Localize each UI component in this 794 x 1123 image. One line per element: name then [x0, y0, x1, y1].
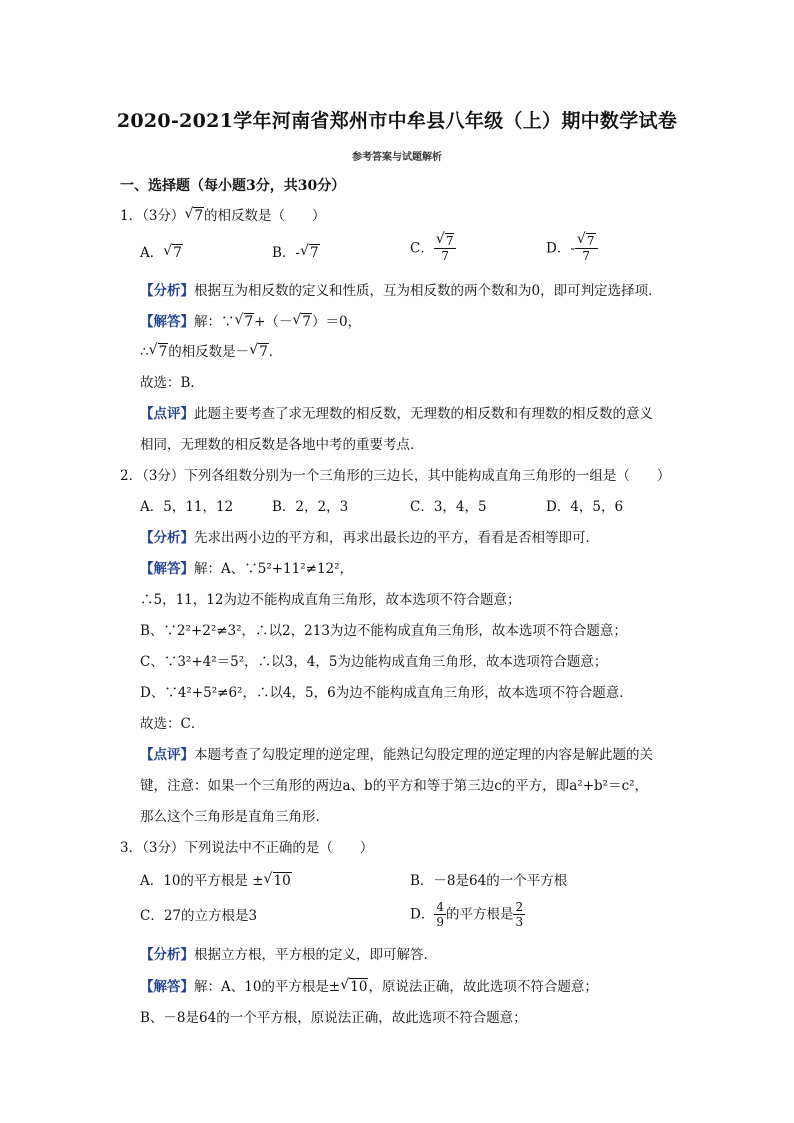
- q2-comment-line-1: 【点评】本题考查了勾股定理的逆定理，能熟记勾股定理的逆定理的内容是解此题的关: [140, 747, 653, 763]
- q2-comment-line-2: 键，注意：如果一个三角形的两边a、b的平方和等于第三边c的平方，即a²+b²＝c²，: [140, 778, 649, 794]
- q2-solution-line-1: 【解答】解：A、∵5²+11²≠12²，: [140, 561, 354, 577]
- sqrt-symbol: √ 10: [264, 871, 292, 891]
- q2-option-a: A．5，11，12: [140, 499, 234, 515]
- question-2-stem: 2．（3分）下列各组数分别为一个三角形的三边长，其中能构成直角三角形的一组是（ ）: [120, 468, 671, 484]
- q3-option-b: B．－8是64的一个平方根: [410, 873, 568, 889]
- q1-stem-prefix: 1．（3分）: [120, 208, 185, 224]
- fraction: $\frac{4}{9}$: [436, 900, 444, 929]
- comment-tag: 【点评】: [140, 747, 194, 763]
- q3-option-a: A．10的平方根是 ±√ 10: [140, 871, 292, 891]
- q1-option-b: B．-√ 7: [272, 243, 320, 263]
- q3-solution-line-1: 【解答】解：A、10的平方根是±√ 10，原说法正确，故此选项不符合题意；: [140, 977, 598, 997]
- q1-solution-line-2: ∴√ 7的相反数是－√ 7．: [140, 342, 282, 362]
- q2-solution-line-5: D、∵4²+5²≠6²，∴以4，5，6为边不能构成直角三角形，故本选项不符合题意．: [140, 685, 633, 701]
- page-subtitle: 参考答案与试题解析: [352, 152, 442, 163]
- solution-tag: 【解答】: [140, 979, 194, 995]
- q1-option-d: D．- √ $\frac{7}{7}$: [546, 234, 598, 263]
- fraction: √ $\frac{7}{7}$: [434, 234, 457, 263]
- q2-choice: 故选：C．: [140, 716, 205, 732]
- page-title: 2020-2021学年河南省郑州市中牟县八年级（上）期中数学试卷: [116, 110, 678, 132]
- q2-analysis: 【分析】先求出两小边的平方和，再求出最长边的平方，看看是否相等即可．: [140, 530, 599, 546]
- section-heading: 一、选择题（每小题3分，共30分）: [120, 178, 346, 194]
- question-1-stem: [120, 206, 326, 226]
- q1-stem-suffix: 的相反数是（ ）: [204, 208, 326, 224]
- q2-solution-line-2: ∴5，11，12为边不能构成直角三角形，故本选项不符合题意；: [140, 592, 521, 608]
- q1-comment-line-2: 相同，无理数的相反数是各地中考的重要考点．: [140, 437, 424, 453]
- q2-option-b: B．2，2，3: [272, 499, 349, 515]
- sqrt-symbol: √ 7: [163, 243, 183, 263]
- sqrt-symbol: √ 7: [184, 206, 204, 226]
- analysis-tag: 【分析】: [140, 283, 194, 299]
- q3-option-d: D． $\frac{4}{9}$ 的平方根是 $\frac{2}{3}$: [410, 900, 524, 929]
- q1-comment-line-1: 【点评】此题主要考查了求无理数的相反数，无理数的相反数和有理数的相反数的意义: [140, 406, 653, 422]
- analysis-tag: 【分析】: [140, 530, 194, 546]
- question-3-stem: 3．（3分）下列说法中不正确的是（ ）: [120, 840, 374, 856]
- solution-tag: 【解答】: [140, 561, 194, 577]
- q2-solution-line-3: B、∵2²+2²≠3²，∴以2，213为边不能构成直角三角形，故本选项不符合题意；: [140, 623, 627, 639]
- q1-option-a: A．√ 7: [140, 243, 183, 263]
- q2-option-d: D．4，5，6: [546, 499, 624, 515]
- comment-tag: 【点评】: [140, 406, 194, 422]
- q2-solution-line-4: C、∵3²+4²＝5²，∴以3，4，5为边能构成直角三角形，故本选项符合题意；: [140, 654, 608, 670]
- fraction: $\frac{2}{3}$: [515, 900, 524, 929]
- q1-choice: 故选：B．: [140, 375, 204, 391]
- q1-analysis: 【分析】根据互为相反数的定义和性质，互为相反数的两个数和为0，即可判定选择项．: [140, 283, 662, 299]
- solution-tag: 【解答】: [140, 314, 194, 330]
- fraction: √ $\frac{7}{7}$: [575, 234, 598, 263]
- q3-solution-line-2: B、－8是64的一个平方根，原说法正确，故此选项不符合题意；: [140, 1010, 527, 1026]
- q2-option-c: C．3，4，5: [410, 499, 487, 515]
- q3-option-c: C．27的立方根是3: [140, 908, 258, 924]
- q1-option-c: C． √ $\frac{7}{7}$: [410, 234, 456, 263]
- q3-analysis: 【分析】根据立方根，平方根的定义，即可解答．: [140, 947, 437, 963]
- q2-comment-line-3: 那么这个三角形是直角三角形．: [140, 809, 329, 825]
- q1-solution-line-1: 【解答】解：∵√ 7+（－√ 7）＝0，: [140, 312, 361, 332]
- analysis-tag: 【分析】: [140, 947, 194, 963]
- sqrt-symbol: √ 7: [300, 243, 320, 263]
